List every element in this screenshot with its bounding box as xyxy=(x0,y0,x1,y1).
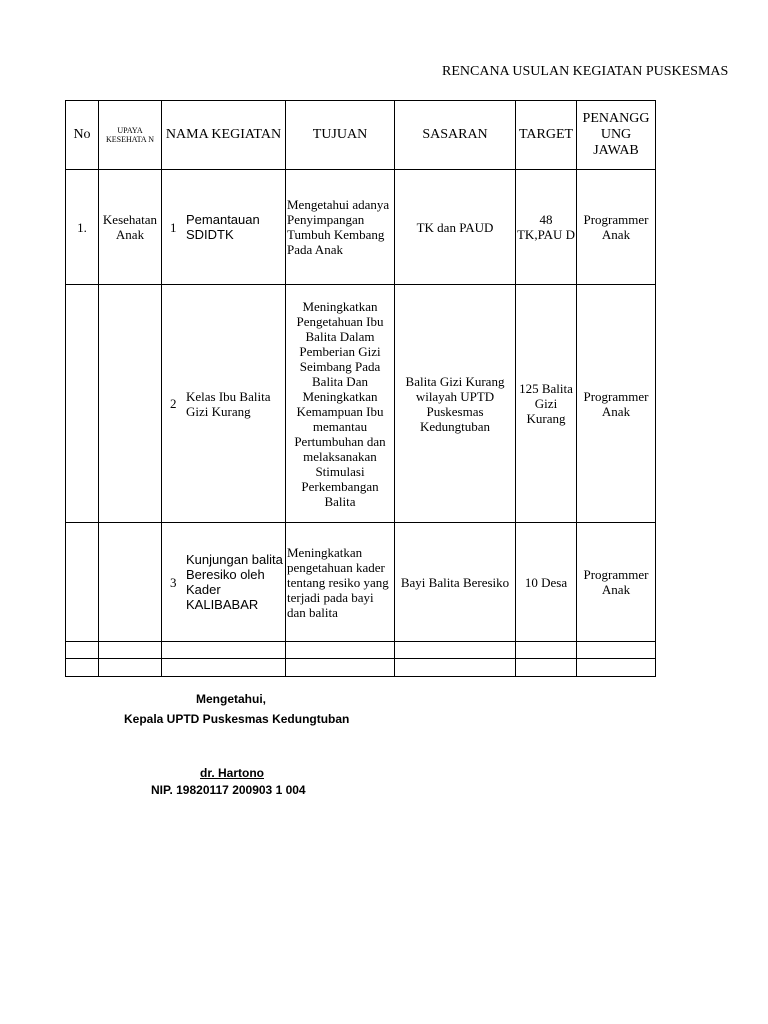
document-title: RENCANA USULAN KEGIATAN PUSKESMAS xyxy=(442,64,729,79)
row-kegiatan-no: 1 xyxy=(170,219,177,235)
header-upaya-kesehatan: UPAYA KESEHATA N xyxy=(99,101,162,170)
row-sasaran: TK dan PAUD xyxy=(395,170,516,285)
row-penanggung-jawab: Programmer Anak xyxy=(577,170,656,285)
row-no: 1. xyxy=(66,170,99,285)
row-kegiatan-cell xyxy=(162,170,286,285)
row-kegiatan-cell xyxy=(162,285,286,523)
empty-cell xyxy=(577,659,656,677)
header-nama-kegiatan: NAMA KEGIATAN xyxy=(162,101,286,170)
row-sasaran: Bayi Balita Beresiko xyxy=(395,523,516,642)
empty-cell xyxy=(162,659,286,677)
empty-cell xyxy=(516,659,577,677)
row-upaya: Kesehatan Anak xyxy=(99,170,162,285)
empty-row xyxy=(66,659,656,677)
row-target: 48 TK,PAU D xyxy=(516,170,577,285)
empty-cell xyxy=(162,642,286,659)
row-no xyxy=(66,285,99,523)
empty-cell xyxy=(286,642,395,659)
row-tujuan: Mengetahui adanya Penyimpangan Tumbuh Kembang Pada Anak xyxy=(286,170,395,285)
empty-cell xyxy=(99,659,162,677)
signature-mengetahui: Mengetahui, xyxy=(196,692,267,706)
row-kegiatan-no: 2 xyxy=(170,396,177,411)
header-tujuan: TUJUAN xyxy=(286,101,395,170)
row-upaya xyxy=(99,523,162,642)
row-tujuan: Meningkatkan Pengetahuan Ibu Balita Dalam Pemberian Gizi Seimbang Pada Balita Dan Meningkatkan Kemampuan Ibu memantau Pertumbuhan dan melaksanakan Stimulasi Perkembangan Balita xyxy=(286,285,395,523)
empty-cell xyxy=(66,642,99,659)
signature-position: Kepala UPTD Puskesmas Kedungtuban xyxy=(124,712,350,726)
row-sasaran: Balita Gizi Kurang wilayah UPTD Puskesmas Kedungtuban xyxy=(395,285,516,523)
header-no: No xyxy=(66,101,99,170)
table-row xyxy=(66,170,656,285)
table-header-row xyxy=(66,101,656,170)
row-target: 10 Desa xyxy=(516,523,577,642)
activity-plan-table xyxy=(65,100,656,677)
row-kegiatan: Pemantauan SDIDTK xyxy=(186,212,260,242)
row-no xyxy=(66,523,99,642)
signature-name: dr. Hartono xyxy=(200,766,265,780)
empty-row xyxy=(66,642,656,659)
signature-nip: NIP. 19820117 200903 1 004 xyxy=(151,783,306,797)
empty-cell xyxy=(286,659,395,677)
empty-cell xyxy=(99,642,162,659)
row-kegiatan: Kunjungan balita Beresiko oleh Kader KALIBABAR xyxy=(186,552,283,612)
header-target: TARGET xyxy=(516,101,577,170)
row-kegiatan: Kelas Ibu Balita Gizi Kurang xyxy=(186,388,271,419)
header-penanggung-jawab: PENANGG UNG JAWAB xyxy=(577,101,656,170)
table-row xyxy=(66,523,656,642)
empty-cell xyxy=(577,642,656,659)
row-penanggung-jawab: Programmer Anak xyxy=(577,523,656,642)
empty-cell xyxy=(516,642,577,659)
row-upaya xyxy=(99,285,162,523)
empty-cell xyxy=(395,642,516,659)
row-tujuan: Meningkatkan pengetahuan kader tentang resiko yang terjadi pada bayi dan balita xyxy=(286,523,395,642)
empty-cell xyxy=(395,659,516,677)
empty-cell xyxy=(66,659,99,677)
row-kegiatan-cell xyxy=(162,523,286,642)
row-penanggung-jawab: Programmer Anak xyxy=(577,285,656,523)
header-sasaran: SASARAN xyxy=(395,101,516,170)
table-row xyxy=(66,285,656,523)
row-kegiatan-no: 3 xyxy=(170,574,177,590)
row-target: 125 Balita Gizi Kurang xyxy=(516,285,577,523)
